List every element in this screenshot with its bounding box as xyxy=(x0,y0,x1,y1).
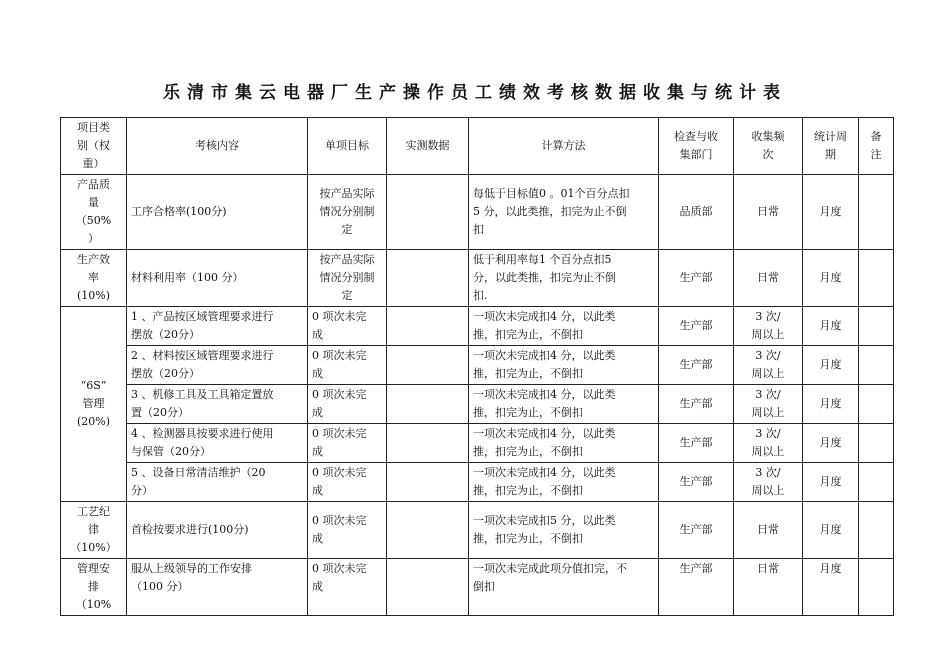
method-cell: 低于利用率每1 个百分点扣5 分，以此类推，扣完为止不倒 扣. xyxy=(469,250,659,307)
method-cell: 一项次未完成扣4 分，以此类 推，扣完为止，不倒扣 xyxy=(469,307,659,346)
measured-cell xyxy=(387,307,469,346)
note-cell xyxy=(859,307,894,346)
dept-cell: 生产部 xyxy=(659,307,734,346)
table-row xyxy=(61,502,894,559)
period-cell: 月度 xyxy=(803,463,859,502)
measured-cell xyxy=(387,463,469,502)
content-cell: 1 、产品按区域管理要求进行 摆放（20分） xyxy=(127,307,308,346)
method-cell: 一项次未完成扣4 分，以此类 推，扣完为止，不倒扣 xyxy=(469,424,659,463)
header-method: 计算方法 xyxy=(469,118,659,175)
dept-cell: 生产部 xyxy=(659,502,734,559)
period-cell: 月度 xyxy=(803,346,859,385)
note-cell xyxy=(859,346,894,385)
header-row xyxy=(61,118,894,175)
header-dept: 检查与收 集部门 xyxy=(659,118,734,175)
header-content: 考核内容 xyxy=(127,118,308,175)
target-cell: 0 项次未完 成 xyxy=(308,502,387,559)
period-cell: 月度 xyxy=(803,175,859,250)
freq-cell: 日常 xyxy=(734,250,803,307)
measured-cell xyxy=(387,424,469,463)
target-cell: 0 项次未完 成 xyxy=(308,463,387,502)
dept-cell: 生产部 xyxy=(659,559,734,616)
category-cell: 产品质 量 （50% ） xyxy=(61,175,127,250)
measured-cell xyxy=(387,175,469,250)
freq-cell: 3 次/ 周以上 xyxy=(734,385,803,424)
method-cell: 一项次未完成扣5 分，以此类 推，扣完为止，不倒扣 xyxy=(469,502,659,559)
dept-cell: 生产部 xyxy=(659,250,734,307)
dept-cell: 生产部 xyxy=(659,346,734,385)
note-cell xyxy=(859,385,894,424)
target-cell: 0 项次未完 成 xyxy=(308,307,387,346)
method-cell: 每低于目标值0 。01个百分点扣 5 分，以此类推，扣完为止不倒 扣 xyxy=(469,175,659,250)
content-cell: 2 、材料按区域管理要求进行 摆放（20分） xyxy=(127,346,308,385)
method-cell: 一项次未完成扣4 分，以此类 推，扣完为止，不倒扣 xyxy=(469,385,659,424)
target-cell: 0 项次未完 成 xyxy=(308,346,387,385)
assessment-table xyxy=(60,117,894,616)
category-cell: “6S” 管理 (20%) xyxy=(61,307,127,502)
freq-cell: 3 次/ 周以上 xyxy=(734,346,803,385)
period-cell: 月度 xyxy=(803,250,859,307)
note-cell xyxy=(859,559,894,616)
target-cell: 0 项次未完 成 xyxy=(308,424,387,463)
dept-cell: 品质部 xyxy=(659,175,734,250)
table-row xyxy=(61,307,894,346)
note-cell xyxy=(859,463,894,502)
content-cell: 5 、设备日常清洁维护（20 分） xyxy=(127,463,308,502)
table-row xyxy=(61,346,894,385)
note-cell xyxy=(859,502,894,559)
header-category: 项目类 别（权 重） xyxy=(61,118,127,175)
content-cell: 4 、检测器具按要求进行使用 与保管（20分） xyxy=(127,424,308,463)
dept-cell: 生产部 xyxy=(659,463,734,502)
period-cell: 月度 xyxy=(803,559,859,616)
period-cell: 月度 xyxy=(803,424,859,463)
measured-cell xyxy=(387,502,469,559)
category-cell: 管理安 排 （10% xyxy=(61,559,127,616)
note-cell xyxy=(859,424,894,463)
period-cell: 月度 xyxy=(803,502,859,559)
table-row xyxy=(61,385,894,424)
header-measured: 实测数据 xyxy=(387,118,469,175)
header-freq: 收集频 次 xyxy=(734,118,803,175)
table-row xyxy=(61,559,894,616)
period-cell: 月度 xyxy=(803,307,859,346)
header-period: 统计周 期 xyxy=(803,118,859,175)
freq-cell: 3 次/ 周以上 xyxy=(734,424,803,463)
freq-cell: 日常 xyxy=(734,559,803,616)
content-cell: 服从上级领导的工作安排 （100 分） xyxy=(127,559,308,616)
freq-cell: 日常 xyxy=(734,175,803,250)
measured-cell xyxy=(387,385,469,424)
target-cell: 按产品实际 情况分别制 定 xyxy=(308,250,387,307)
table-row xyxy=(61,424,894,463)
dept-cell: 生产部 xyxy=(659,424,734,463)
measured-cell xyxy=(387,346,469,385)
method-cell: 一项次未完成扣4 分，以此类 推，扣完为止，不倒扣 xyxy=(469,346,659,385)
note-cell xyxy=(859,250,894,307)
period-cell: 月度 xyxy=(803,385,859,424)
freq-cell: 3 次/ 周以上 xyxy=(734,307,803,346)
content-cell: 材料利用率（100 分） xyxy=(127,250,308,307)
content-cell: 首检按要求进行(100分) xyxy=(127,502,308,559)
measured-cell xyxy=(387,559,469,616)
table-row xyxy=(61,463,894,502)
measured-cell xyxy=(387,250,469,307)
table-row xyxy=(61,175,894,250)
method-cell: 一项次未完成扣4 分，以此类 推，扣完为止，不倒扣 xyxy=(469,463,659,502)
header-note: 备 注 xyxy=(859,118,894,175)
content-cell: 3 、机修工具及工具箱定置放 置（20分） xyxy=(127,385,308,424)
method-cell: 一项次未完成此项分值扣完，不 倒扣 xyxy=(469,559,659,616)
note-cell xyxy=(859,175,894,250)
target-cell: 按产品实际 情况分别制 定 xyxy=(308,175,387,250)
dept-cell: 生产部 xyxy=(659,385,734,424)
category-cell: 生产效 率 (10%) xyxy=(61,250,127,307)
document-title: 乐清市集云电器厂生产操作员工绩效考核数据收集与统计表 xyxy=(163,83,787,103)
table-row xyxy=(61,250,894,307)
content-cell: 工序合格率(100分) xyxy=(127,175,308,250)
target-cell: 0 项次未完 成 xyxy=(308,559,387,616)
target-cell: 0 项次未完 成 xyxy=(308,385,387,424)
category-cell: 工艺纪 律 （10%） xyxy=(61,502,127,559)
freq-cell: 日常 xyxy=(734,502,803,559)
header-target: 单项目标 xyxy=(308,118,387,175)
freq-cell: 3 次/ 周以上 xyxy=(734,463,803,502)
